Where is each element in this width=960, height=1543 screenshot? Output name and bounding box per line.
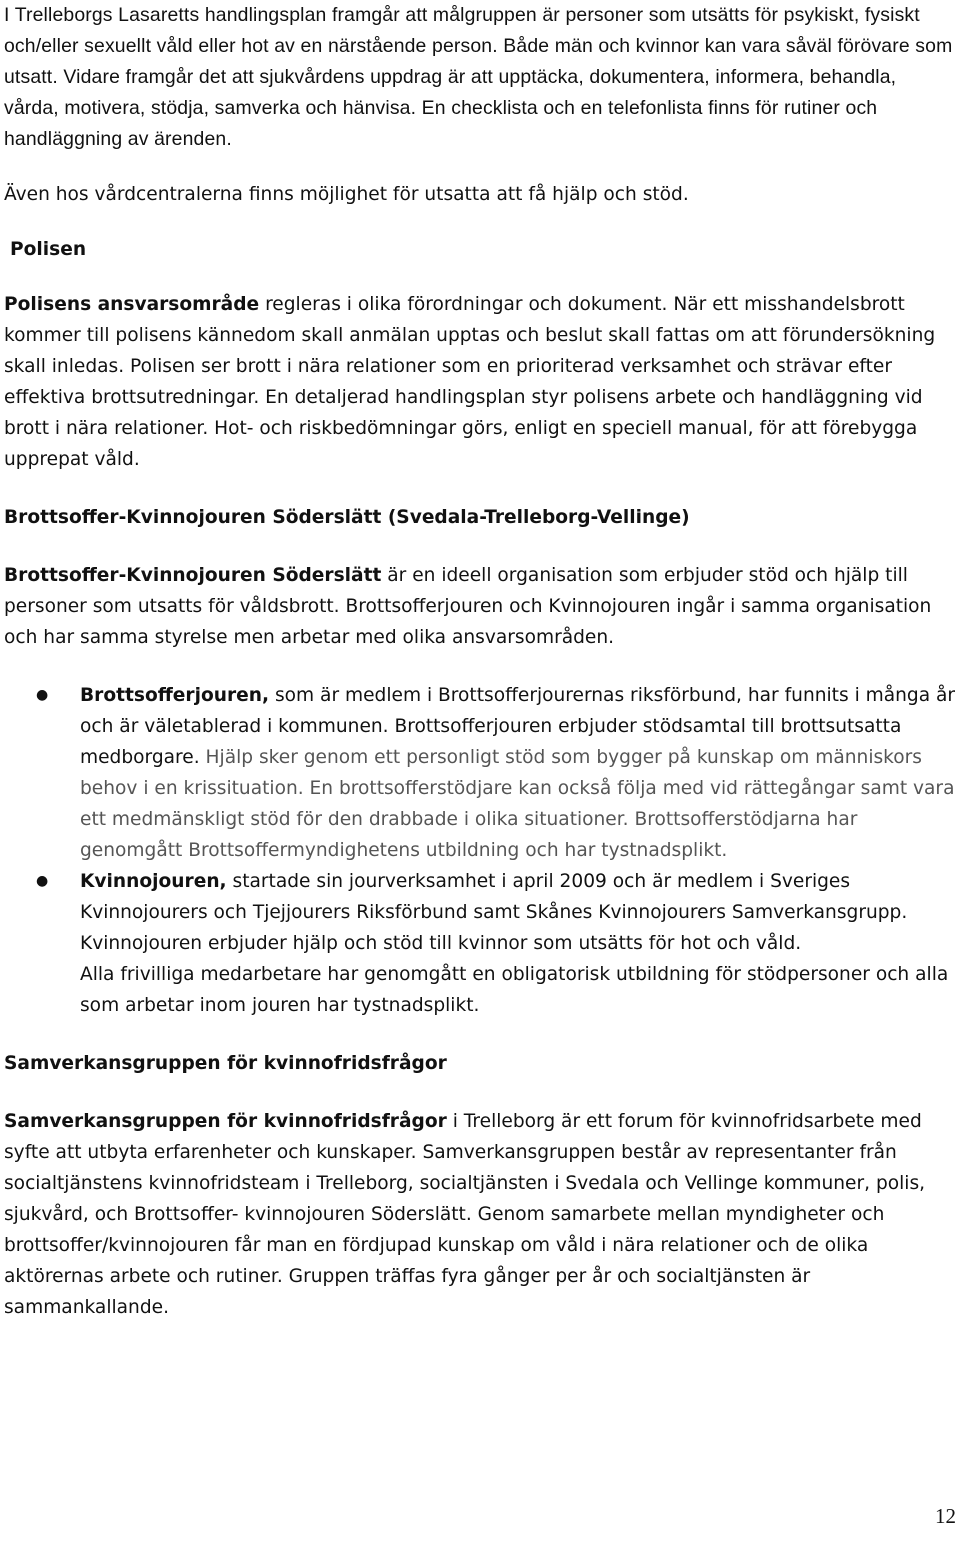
bullet-icon: ●	[36, 873, 49, 889]
intro-paragraph: I Trelleborgs Lasaretts handlingsplan framgår att målgruppen är personer som utsätts för psykiskt, fysiskt och/eller sexuellt våld eller hot av en närstående person. Både män och kvinnor kan vara såväl förövare som utsatt. Vidare framgår det att sjukvårdens uppdrag är att upptäcka, dokumentera, informera, behandla, vårda, motivera, stödja, samverka och hänvisa. En checklista och en telefonlista finns för rutiner och handläggning av ärenden.	[4, 4, 953, 150]
brottsoffer-lead: Brottsoffer-Kvinnojouren Söderslätt	[4, 565, 382, 586]
list-item-kvinnojouren	[4, 866, 956, 1021]
brottsoffer-text: är en ideell organisation som erbjuder stöd och hjälp till personer som utsatts för våldsbrott. Brottsofferjouren och Kvinnojouren ingår i samma organisation och har samma styrelse men arbetar med olika ansvarsområden.	[4, 565, 932, 648]
samverkan-lead: Samverkansgruppen för kvinnofridsfrågor	[4, 1111, 447, 1132]
brottsoffer-paragraph	[4, 560, 956, 653]
bullet-icon: ●	[36, 687, 49, 703]
page-number: 12	[935, 1504, 956, 1528]
brottsoffer-heading: Brottsoffer-Kvinnojouren Söderslätt (Svedala-Trelleborg-Vellinge)	[4, 507, 690, 528]
polisen-lead: Polisens ansvarsområde	[4, 294, 260, 315]
samverkan-text: i Trelleborg är ett forum för kvinnofridsarbete med syfte att utbyta erfarenheter och kunskaper. Samverkansgruppen består av representanter från socialtjänstens kvinnofridsteam i Trelleborg, socialtjänsten i Svedala och Vellinge kommuner, polis, sjukvård, och Brottsoffer- kvinnojouren Söderslätt. Genom samarbete mellan myndigheter och brottsoffer/kvinnojouren får man en fördjupad kunskap om våld i nära relationer och de olika aktörernas arbete och rutiner. Gruppen träffas fyra gånger per år och socialtjänsten är sammankallande.	[4, 1111, 926, 1318]
samverkan-heading: Samverkansgruppen för kvinnofridsfrågor	[4, 1053, 447, 1074]
document-page	[4, 0, 956, 1323]
bullet-lead: Kvinnojouren,	[80, 871, 227, 892]
polisen-text: regleras i olika förordningar och dokument. När ett misshandelsbrott kommer till polisens kännedom skall anmälan upptas och beslut skall fattas om att förundersökning skall inledas. Polisen ser brott i nära relationer som en prioriterad verksamhet och strävar efter effektiva brottsutredningar. En detaljerad handlingsplan styr polisens arbete och handläggning vid brott i nära relationer. Hot- och riskbedömningar görs, enligt en speciell manual, för att förebygga upprepat våld.	[4, 294, 936, 470]
jour-list	[4, 680, 956, 1021]
list-item-brottsofferjouren	[4, 680, 956, 866]
vardcentral-paragraph: Även hos vårdcentralerna finns möjlighet för utsatta att få hjälp och stöd.	[4, 184, 689, 205]
samverkan-paragraph	[4, 1106, 956, 1323]
bullet-extra-text: Alla frivilliga medarbetare har genomgått en obligatorisk utbildning för stödpersoner och alla som arbetar inom jouren har tystnadsplikt.	[80, 964, 949, 1016]
bullet-text: som är medlem i Brottsofferjourernas riksförbund, har funnits i många år och är väletablerad i kommunen. Brottsofferjouren erbjuder stödsamtal till brottsutsatta medborgare.	[80, 685, 956, 768]
polisen-paragraph	[4, 289, 956, 475]
bullet-text: startade sin jourverksamhet i april 2009 och är medlem i Sveriges Kvinnojourers och Tjejjourers Riksförbund samt Skånes Kvinnojourers Samverkansgrupp. Kvinnojouren erbjuder hjälp och stöd till kvinnor som utsätts för hot och våld.	[80, 871, 908, 954]
polisen-heading: Polisen	[10, 239, 87, 260]
bullet-muted-text: Hjälp sker genom ett personligt stöd som bygger på kunskap om människors behov i en krissituation. En brottsofferstödjare kan också följa med vid rättegångar samt vara ett medmänskligt stöd för den drabbade i olika situationer. Brottsofferstödjarna har genomgått Brottsoffermyndighetens utbildning och har tystnadsplikt.	[80, 747, 955, 861]
bullet-lead: Brottsofferjouren,	[80, 685, 270, 706]
